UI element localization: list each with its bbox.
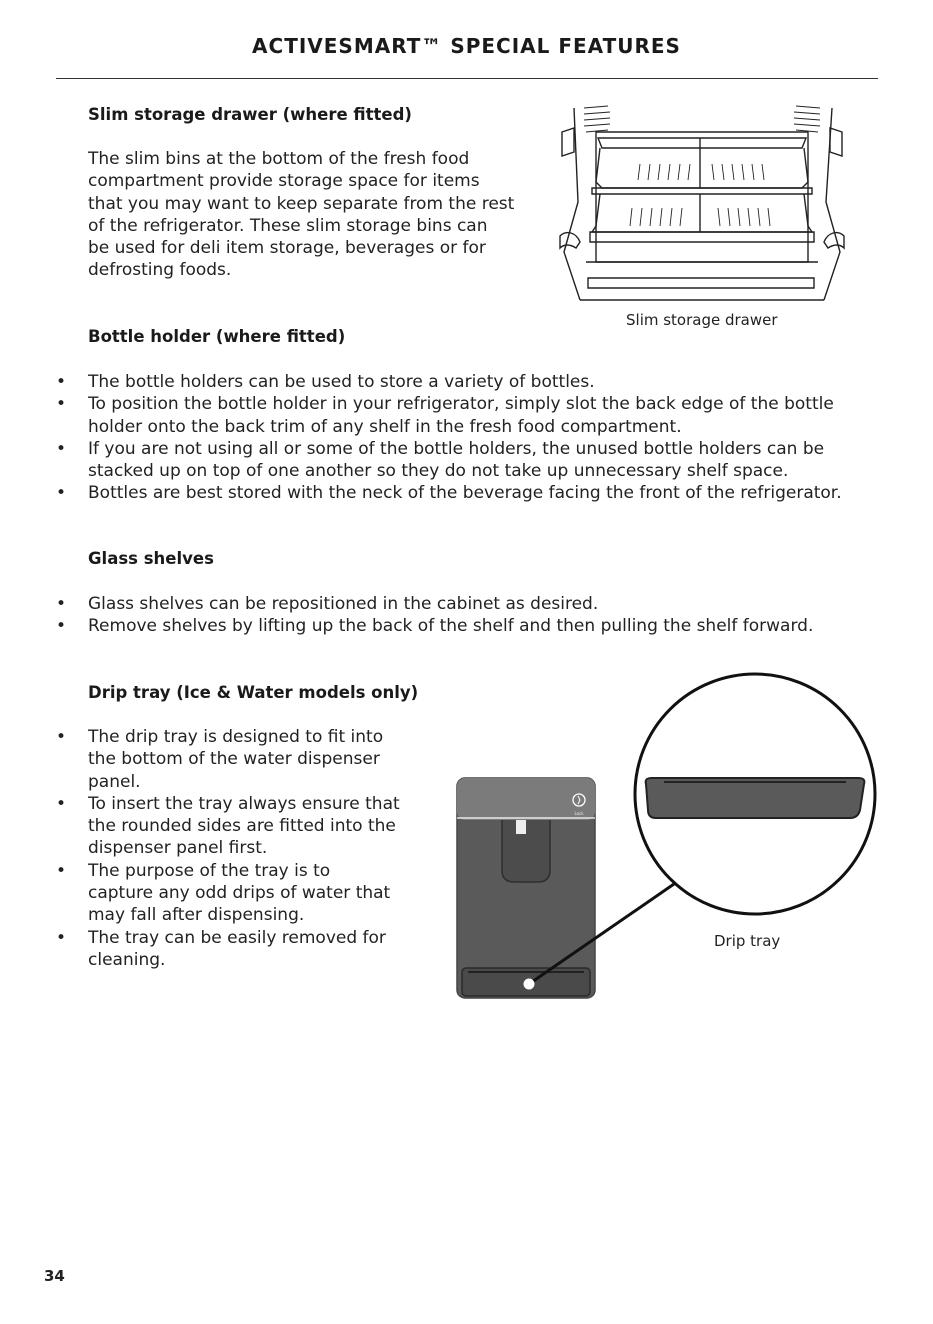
list-item-line: • The purpose of the tray is to — [88, 860, 331, 881]
list-item-line: • To insert the tray always ensure that — [88, 793, 400, 814]
list-item — [56, 438, 886, 483]
paragraph-line: The slim bins at the bottom of the fresh food — [88, 149, 470, 169]
drip-tray-list — [56, 726, 426, 971]
list-item-line: • Bottles are best stored with the neck of the beverage facing the front of the refrigerator. — [88, 483, 842, 504]
list-item — [56, 371, 886, 393]
glass-shelves-list — [56, 593, 886, 638]
list-item — [56, 593, 886, 615]
drip-tray-caption: Drip tray — [714, 932, 781, 950]
list-item-line: holder onto the back trim of any shelf in the fresh food compartment. — [88, 416, 682, 437]
header-divider — [56, 78, 878, 79]
drip-tray-heading: Drip tray (Ice & Water models only) — [88, 683, 419, 702]
list-item — [56, 860, 426, 927]
list-item-line: the rounded sides are fitted into the — [88, 816, 396, 837]
list-item-line: • Remove shelves by lifting up the back of the shelf and then pulling the shelf forward. — [88, 616, 814, 637]
list-item — [56, 482, 886, 504]
list-item — [56, 793, 426, 860]
list-item — [56, 726, 426, 793]
slim-storage-drawer-illustration — [556, 102, 848, 310]
drip-tray-magnified — [646, 778, 865, 818]
list-item-line: • To position the bottle holder in your refrigerator, simply slot the back edge of the bottle — [88, 394, 834, 415]
list-item-line: • The drip tray is designed to fit into — [88, 727, 384, 747]
slim-storage-heading: Slim storage drawer (where fitted) — [88, 105, 412, 124]
list-item-line: capture any odd drips of water that — [88, 883, 391, 904]
paragraph-line: of the refrigerator. These slim storage bins can — [88, 215, 488, 236]
slim-storage-paragraph — [88, 148, 538, 282]
bottle-holder-heading: Bottle holder (where fitted) — [88, 327, 346, 346]
list-item — [56, 615, 886, 637]
paragraph-line: be used for deli item storage, beverages or for — [88, 238, 486, 259]
glass-shelves-heading: Glass shelves — [88, 549, 214, 568]
list-item-line: • Glass shelves can be repositioned in the cabinet as desired. — [88, 594, 599, 614]
list-item — [56, 393, 886, 438]
slim-storage-caption: Slim storage drawer — [626, 311, 778, 329]
bottle-holder-list — [56, 371, 886, 505]
page-title: ACTIVESMART™ SPECIAL FEATURES — [252, 34, 681, 58]
page-number: 34 — [44, 1267, 65, 1285]
list-item-line: the bottom of the water dispenser — [88, 749, 380, 770]
list-item-line: panel. — [88, 771, 141, 792]
paragraph-line: that you may want to keep separate from the rest — [88, 193, 515, 214]
list-item-line: • If you are not using all or some of the bottle holders, the unused bottle holders can be — [88, 438, 825, 459]
list-item-line: may fall after dispensing. — [88, 905, 305, 926]
list-item-line: • The bottle holders can be used to store a variety of bottles. — [88, 372, 595, 392]
list-item-line: stacked up on top of one another so they do not take up unnecessary shelf space. — [88, 461, 789, 482]
list-item-line: dispenser panel first. — [88, 838, 268, 859]
lock-label: Lock — [574, 811, 584, 816]
paragraph-line: compartment provide storage space for items — [88, 171, 480, 192]
list-item-line: cleaning. — [88, 949, 166, 970]
paragraph-line: defrosting foods. — [88, 260, 232, 281]
list-item-line: • The tray can be easily removed for — [88, 927, 386, 948]
list-item — [56, 927, 426, 972]
drip-tray-illustration — [452, 670, 882, 1005]
